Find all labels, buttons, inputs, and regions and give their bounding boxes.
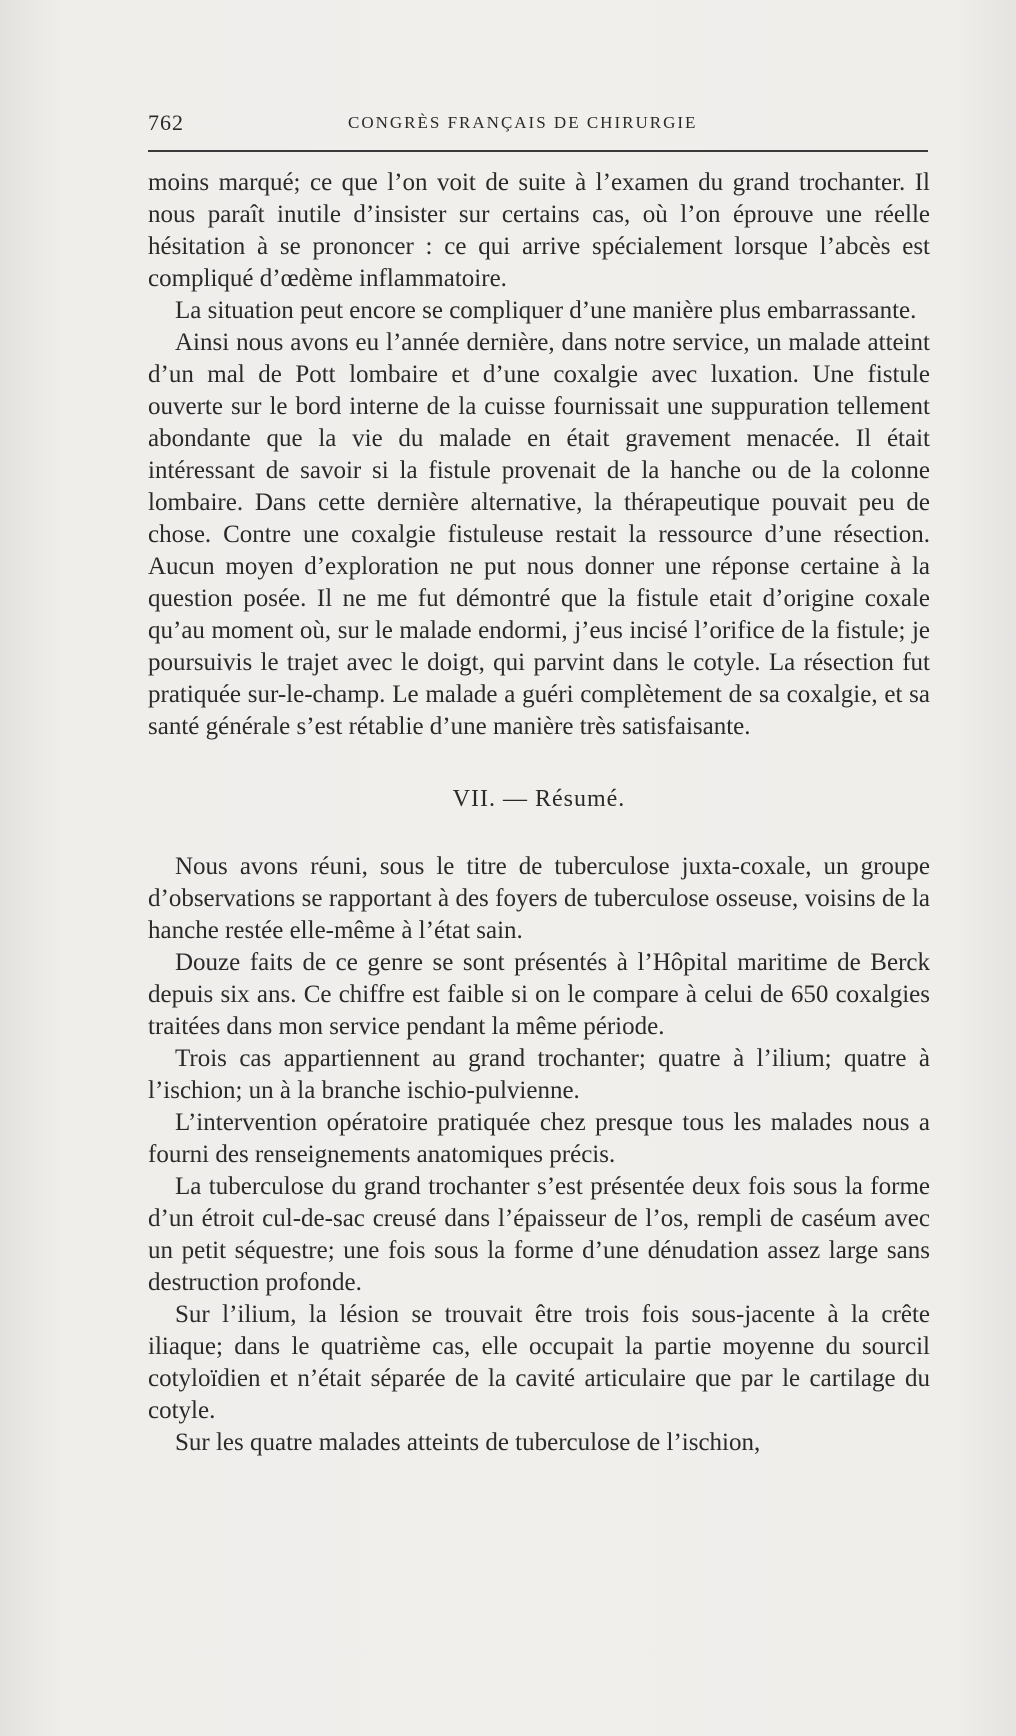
- paragraph-5: Douze faits de ce genre se sont présentés à l’Hôpital maritime de Berck depuis six ans. Ce chiffre est faible si on le compare à celui de 650 coxalgies traitées dans mon service pendant la même période.: [148, 949, 930, 1040]
- paragraph-2: La situation peut encore se compliquer d’une manière plus embarrassante.: [175, 297, 917, 324]
- page-header: [148, 110, 930, 140]
- paragraph-10: Sur les quatre malades atteints de tuberculose de l’ischion,: [175, 1429, 761, 1456]
- paragraph-3: Ainsi nous avons eu l’année dernière, dans notre service, un malade atteint d’un mal de Pott lombaire et d’une coxalgie avec luxation. Une fistule ouverte sur le bord interne de la cuisse fournissait une suppuration tellement abondante que la vie du malade en était gravement menacée. Il était intéressant de savoir si la fistule provenait de la hanche ou de la colonne lombaire. Dans cette dernière alternative, la thérapeutique pouvait peu de chose. Contre une coxalgie fistuleuse restait la ressource d’une résection. Aucun moyen d’exploration ne put nous donner une réponse certaine à la question posée. Il ne me fut démontré que la fistule etait d’origine coxale qu’au moment où, sur le malade endormi, j’eus incisé l’orifice de la fistule; je poursuivis le trajet avec le doigt, qui parvint dans le cotyle. La résection fut pratiquée sur-le-champ. Le malade a guéri complètement de sa coxalgie, et sa santé générale s’est rétablie d’une manière très satisfaisante.: [148, 329, 930, 740]
- page-number: 762: [148, 110, 184, 135]
- paragraph-8: La tuberculose du grand trochanter s’est présentée deux fois sous la forme d’un étroit cul-de-sac creusé dans l’épaisseur de l’os, rempli de caséum avec un petit séquestre; une fois sous la forme d’une dénudation assez large sans destruction profonde.: [148, 1173, 930, 1296]
- paragraph-4: Nous avons réuni, sous le titre de tuberculose juxta-coxale, un groupe d’observations se rapportant à des foyers de tuberculose osseuse, voisins de la hanche restée elle-même à l’état sain.: [148, 853, 930, 944]
- header-rule: [148, 150, 928, 152]
- paragraph-6: Trois cas appartiennent au grand trochanter; quatre à l’ilium; quatre à l’ischion; un à la branche ischio-pulvienne.: [148, 1045, 930, 1104]
- paragraph-1: moins marqué; ce que l’on voit de suite à l’examen du grand trochanter. Il nous paraît inutile d’insister sur certains cas, où l’on éprouve une réelle hésitation à se prononcer : ce qui arrive spécialement lorsque l’abcès est compliqué d’œdème inflammatoire.: [148, 169, 930, 292]
- paragraph-7: L’intervention opératoire pratiquée chez presque tous les malades nous a fourni des renseignements anatomiques précis.: [148, 1109, 930, 1168]
- running-title: CONGRÈS FRANÇAIS DE CHIRURGIE: [348, 113, 698, 132]
- section-heading: VII. — Résumé.: [452, 786, 626, 812]
- paragraph-9: Sur l’ilium, la lésion se trouvait être trois fois sous-jacente à la crête iliaque; dans le quatrième cas, elle occupait la partie moyenne du sourcil cotyloïdien et n’était séparée de la cavité articulaire que par le cartilage du cotyle.: [148, 1301, 930, 1424]
- body-text: [148, 167, 930, 1459]
